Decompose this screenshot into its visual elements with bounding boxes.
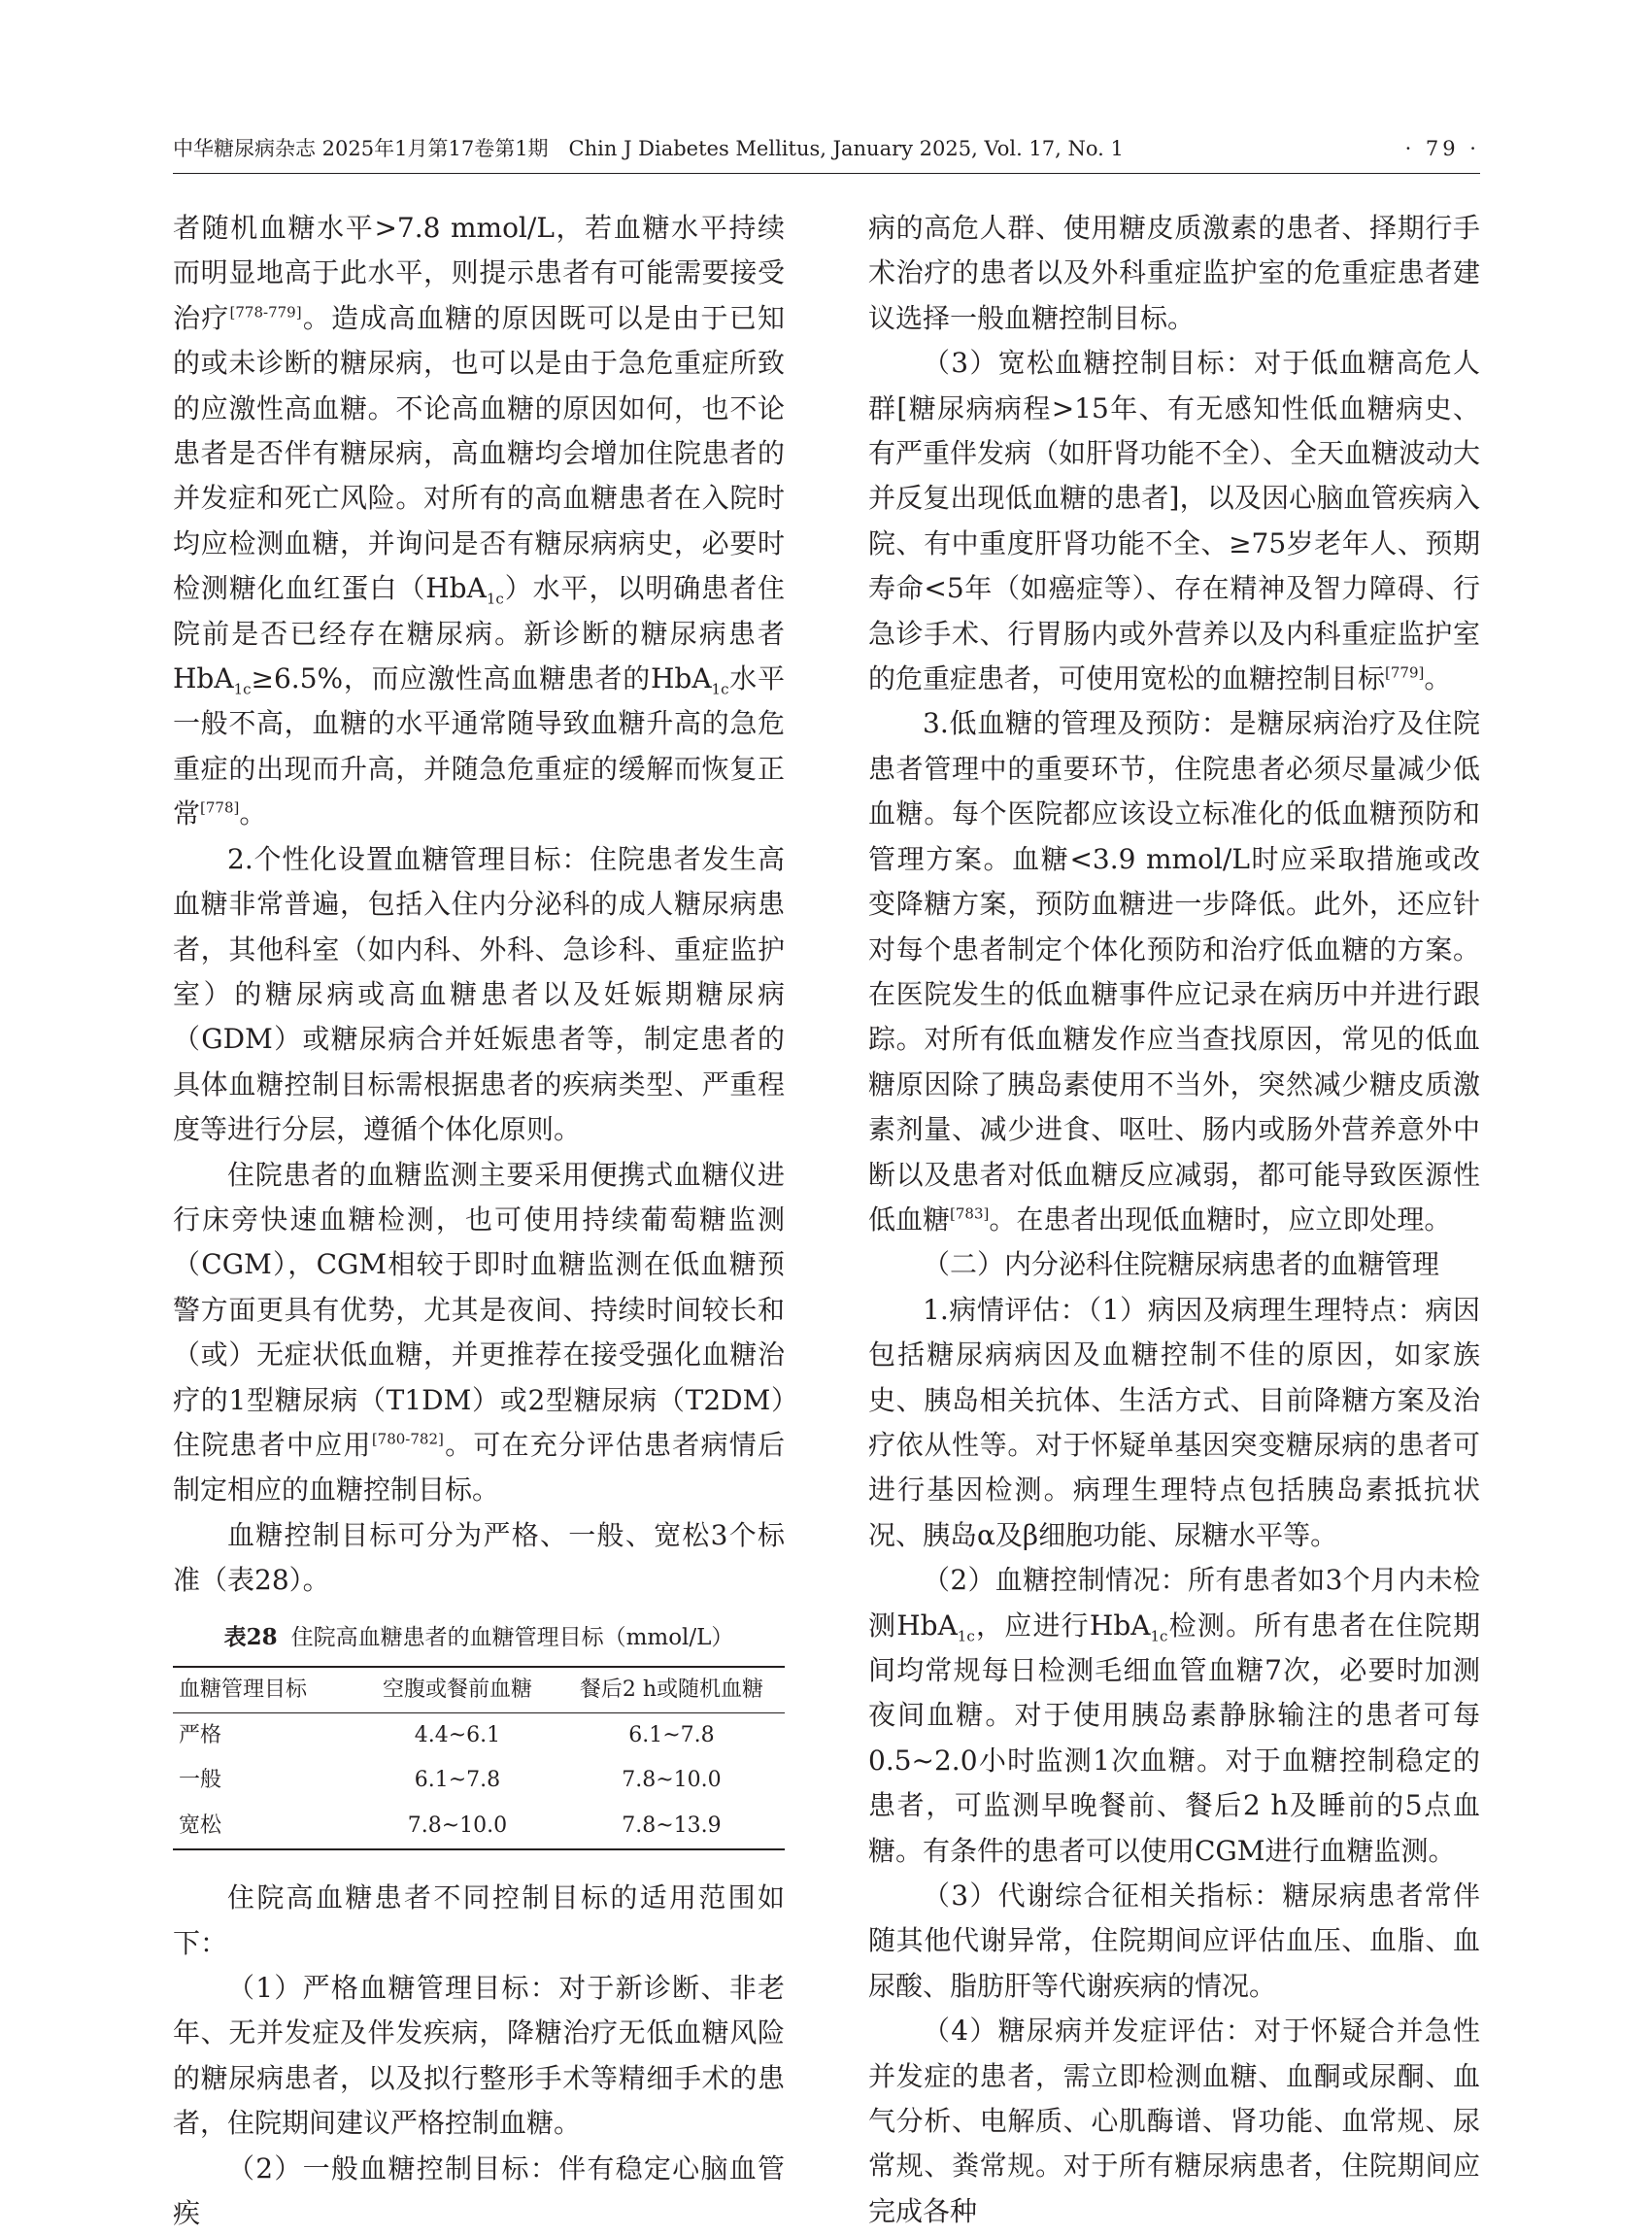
citation-ref[interactable]: [780‑782]: [371, 1430, 444, 1448]
table-caption: [173, 1621, 785, 1654]
table-cell: 宽松: [179, 1813, 222, 1838]
paragraph: 住院高血糖患者不同控制目标的适用范围如下：: [173, 1881, 785, 1959]
header-rule: [173, 173, 1480, 174]
table-cell: 7.8~10.0: [407, 1813, 508, 1838]
page-number: · 79 ·: [1404, 137, 1480, 160]
section-paragraph: 3.低血糖的管理及预防：是糖尿病治疗及住院患者管理中的重要环节，住院患者必须尽量减少低血糖。每个医院都应该设立标准化的低血糖预防和管理方案。血糖<3.9 mmol/L时应采取措施或改变降糖方案，预防血糖进一步降低。此外，还应针对每个患者制定个体化预防和治疗低血糖的方案。在医院发生的低血糖事件应记录在病历中并进行跟踪。对所有低血糖发作应当查找原因，常见的低血糖原因除了胰岛素使用不当外，突然减少糖皮质激素剂量、减少进食、呕吐、肠内或肠外营养意外中断以及患者对低血糖反应减弱，都可能导致医源性低血糖[783]。在患者出现低血糖时，应立即处理。: [868, 707, 1480, 1236]
table-label: 表28: [223, 1623, 278, 1650]
table-header-cell: 餐后2 h或随机血糖: [579, 1677, 764, 1702]
section-paragraph: 2.个性化设置血糖管理目标：住院患者发生高血糖非常普遍，包括入住内分泌科的成人糖尿病患者，其他科室（如内科、外科、急诊科、重症监护室）的糖尿病或高血糖患者以及妊娠期糖尿病（GDM）或糖尿病合并妊娠患者等，制定患者的具体血糖控制目标需根据患者的疾病类型、严重程度等进行分层，遵循个体化原则。: [173, 842, 785, 1146]
citation-ref[interactable]: [783]: [950, 1204, 990, 1223]
table-cell: 4.4~6.1: [414, 1723, 501, 1747]
paragraph: 病的高危人群、使用糖皮质激素的患者、择期行手术治疗的患者以及外科重症监护室的危重症患者建议选择一般血糖控制目标。: [868, 212, 1480, 334]
paragraph: （3）代谢综合征相关指标：糖尿病患者常伴随其他代谢异常，住院期间应评估血压、血脂、血尿酸、脂肪肝等代谢疾病的情况。: [868, 1880, 1480, 2002]
table-cell: 7.8~13.9: [622, 1813, 722, 1838]
glucose-target-table: [173, 1666, 785, 1851]
table-header-cell: 空腹或餐前血糖: [382, 1677, 532, 1702]
paragraph: （2）血糖控制情况：所有患者如3个月内未检测HbA$_{1c}$，应进行HbA$_{1c}$检测。所有患者在住院期间均常规每日检测毛细血管血糖7次，必要时加测夜间血糖。对于使用胰岛素静脉输注的患者可每0.5~2.0小时监测1次血糖。对于血糖控制稳定的患者，可监测早晚餐前、餐后2 h及睡前的5点血糖。有条件的患者可以使用CGM进行血糖监测。: [868, 1564, 1480, 1867]
table-header-row: [173, 1667, 785, 1713]
right-column: [868, 206, 1480, 2234]
table-cell: 6.1~7.8: [628, 1723, 715, 1747]
citation-ref[interactable]: [778]: [200, 798, 240, 817]
paragraph: （3）宽松血糖控制目标：对于低血糖高危人群[糖尿病病程>15年、有无感知性低血糖病史、有严重伴发病（如肝肾功能不全）、全天血糖波动大并反复出现低血糖的患者]，以及因心脑血管疾病入院、有中重度肝肾功能不全、≥75岁老年人、预期寿命<5年（如癌症等）、存在精神及智力障碍、行急诊手术、行胃肠内或外营养以及内科重症监护室的危重症患者，可使用宽松的血糖控制目标[779]。: [868, 347, 1481, 695]
table-header-cell: 血糖管理目标: [179, 1677, 308, 1702]
left-column: [173, 206, 785, 2236]
paragraph: 住院患者的血糖监测主要采用便携式血糖仪进行床旁快速血糖检测，也可使用持续葡萄糖监测（CGM），CGM相较于即时血糖监测在低血糖预警方面更具有优势，尤其是夜间、持续时间较长和（或）无症状低血糖，并更推荐在接受强化血糖治疗的1型糖尿病（T1DM）或2型糖尿病（T2DM）住院患者中应用[780‑782]。可在充分评估患者病情后制定相应的血糖控制目标。: [173, 1158, 785, 1507]
section-paragraph: 1.病情评估：（1）病因及病理生理特点：病因包括糖尿病病因及血糖控制不佳的原因，如家族史、胰岛相关抗体、生活方式、目前降糖方案及治疗依从性等。对于怀疑单基因突变糖尿病的患者可进行基因检测。病理生理特点包括胰岛素抵抗状况、胰岛α及β细胞功能、尿糖水平等。: [868, 1293, 1480, 1551]
citation-ref[interactable]: [779]: [1385, 663, 1425, 682]
table-cell: 7.8~10.0: [622, 1768, 722, 1793]
table-title: 住院高血糖患者的血糖管理目标（mmol/L）: [290, 1624, 734, 1650]
table-row: [173, 1804, 785, 1849]
table-row: [173, 1758, 785, 1803]
table-row: [173, 1713, 785, 1759]
paragraph: 者随机血糖水平>7.8 mmol/L，若血糖水平持续而明显地高于此水平，则提示患者有可能需要接受治疗[778‑779]。造成高血糖的原因既可以是由于已知的或未诊断的糖尿病，也可以是由于急危重症所致的应激性高血糖。不论高血糖的原因如何，也不论患者是否伴有糖尿病，高血糖均会增加住院患者的并发症和死亡风险。对所有的高血糖患者在入院时均应检测血糖，并询问是否有糖尿病病史，必要时检测糖化血红蛋白（HbA$_{1c}$）水平，以明确患者住院前是否已经存在糖尿病。新诊断的糖尿病患者HbA$_{1c}$≥6.5%，而应激性高血糖患者的HbA$_{1c}$水平一般不高，血糖的水平通常随导致血糖升高的急危重症的出现而升高，并随急危重症的缓解而恢复正常[778]。: [173, 212, 785, 830]
citation-ref[interactable]: [778‑779]: [229, 303, 302, 322]
subsection-heading: （二）内分泌科住院糖尿病患者的血糖管理: [923, 1248, 1440, 1281]
paragraph: 血糖控制目标可分为严格、一般、宽松3个标准（表28）。: [173, 1518, 785, 1597]
table-cell: 一般: [179, 1768, 222, 1793]
paragraph: （4）糖尿病并发症评估：对于怀疑合并急性并发症的患者，需立即检测血糖、血酮或尿酮、血气分析、电解质、心肌酶谱、肾功能、血常规、尿常规、粪常规。对于所有糖尿病患者，住院期间应完成各种: [868, 2015, 1480, 2227]
paragraph: （1）严格血糖管理目标：对于新诊断、非老年、无并发症及伴发疾病，降糖治疗无低血糖风险的糖尿病患者，以及拟行整形手术等精细手术的患者，住院期间建议严格控制血糖。: [173, 1972, 785, 2140]
journal-citation: 中华糖尿病杂志 2025年1月第17卷第1期 Chin J Diabetes Mellitus, January 2025, Vol. 17, No. 1: [173, 137, 1124, 160]
table-cell: 6.1~7.8: [414, 1768, 501, 1793]
paragraph: （2）一般血糖控制目标：伴有稳定心脑血管疾: [173, 2151, 785, 2230]
table-cell: 严格: [179, 1723, 222, 1747]
